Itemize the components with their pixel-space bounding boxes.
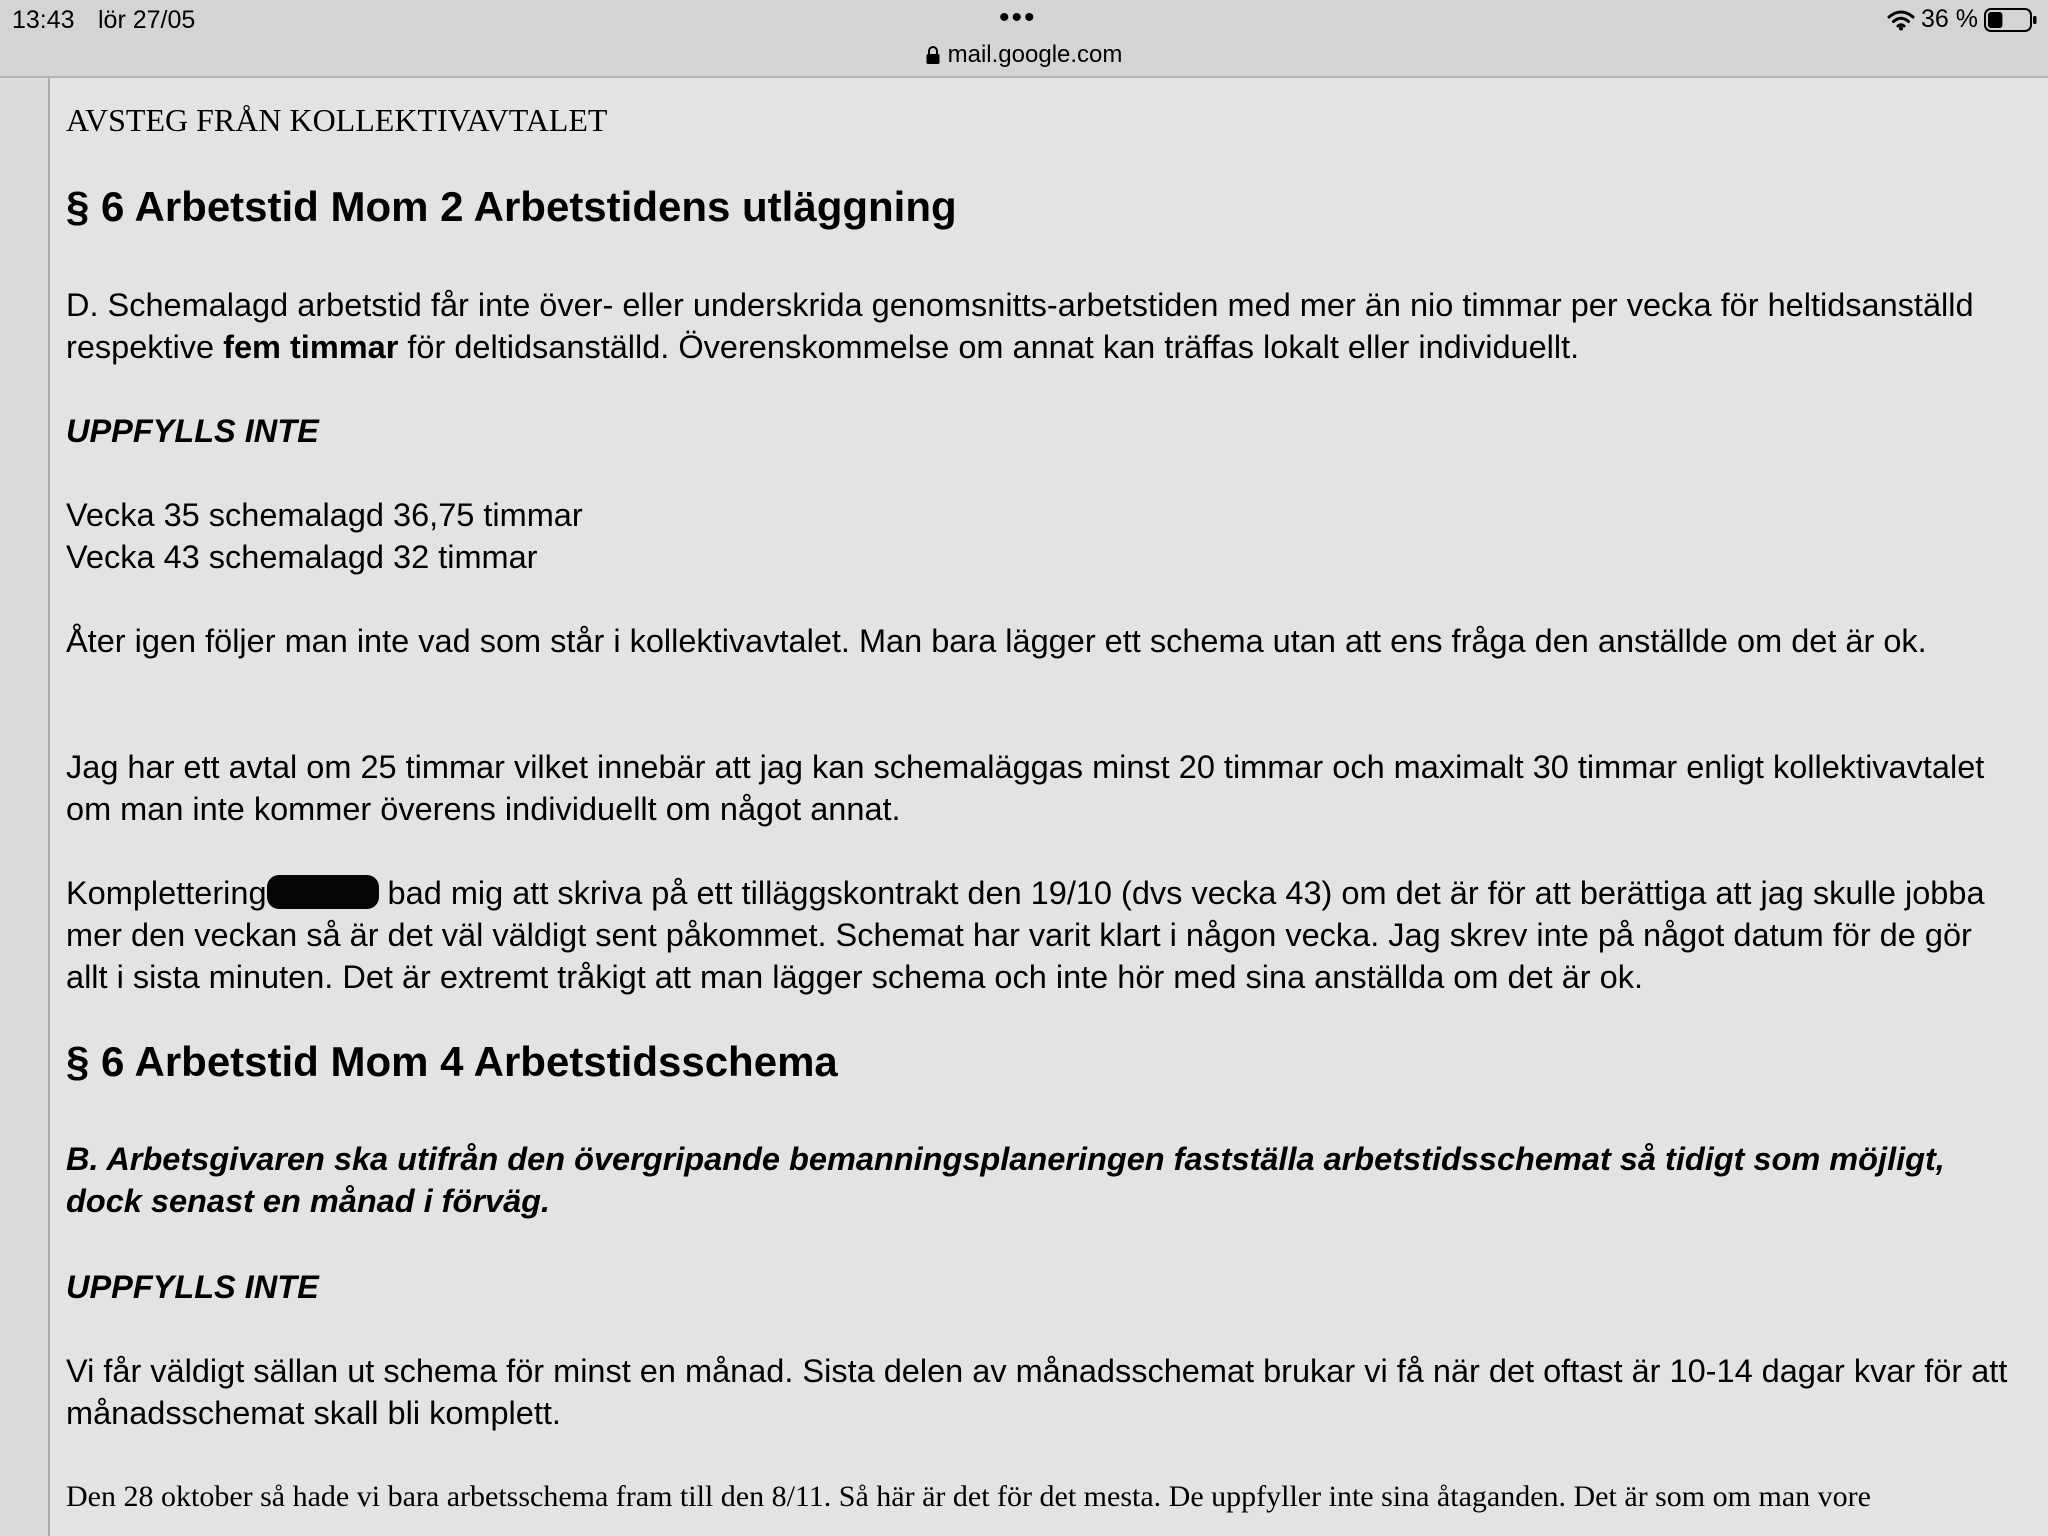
left-gutter (0, 78, 50, 1536)
rule-text-mom4: B. Arbetsgivaren ska utifrån den övergripande bemanningsplaneringen fastställa arbetstidsschemat så tidigt som möjligt, dock senast en månad i förväg. (66, 1141, 1945, 1219)
status-label-mom2: UPPFYLLS INTE (66, 413, 319, 449)
lock-icon (926, 46, 940, 64)
battery-icon (1984, 7, 2038, 33)
wifi-icon (1887, 9, 1915, 31)
paragraph-ater-igen: Åter igen följer man inte vad som står i kollektivavtalet. Man bara lägger ett schema utan att ens fråga den anställde om det är ok. (66, 623, 1927, 659)
paragraph-28-oktober: Den 28 oktober så hade vi bara arbetsschema fram till den 8/11. Så här är det för det mesta. De uppfyller inte sina åtaganden. Det är som om man vore (66, 1480, 1871, 1513)
rule-text-part: för deltidsanställd. Överenskommelse om annat kan träffas lokalt eller individuellt. (398, 329, 1580, 365)
status-time: 13:43 (12, 6, 75, 34)
section-heading-mom4: § 6 Arbetstid Mom 4 Arbetstidsschema (66, 1038, 838, 1085)
status-date: lör 27/05 (98, 6, 196, 34)
week-35-line: Vecka 35 schemalagd 36,75 timmar (66, 497, 583, 533)
email-body (66, 78, 2016, 1536)
multitask-dots-icon[interactable]: ••• (999, 1, 1037, 34)
komplettering-label: Komplettering (66, 875, 267, 911)
address-bar[interactable] (924, 40, 1124, 70)
section-heading-mom2: § 6 Arbetstid Mom 2 Arbetstidens utläggning (66, 183, 957, 230)
status-label-mom4: UPPFYLLS INTE (66, 1269, 319, 1305)
url-text: mail.google.com (947, 41, 1123, 68)
week-43-line: Vecka 43 schemalagd 32 timmar (66, 539, 538, 575)
rule-text-part: D. Schemalagd arbetstid får inte över- eller underskrida genomsnitts-arbetstiden med mer än nio timmar per vecka för heltidsanställd respektive (66, 287, 1974, 365)
rule-text-mom2 (66, 284, 2016, 368)
paragraph-avtal: Jag har ett avtal om 25 timmar vilket innebär att jag kan schemaläggas minst 20 timmar och maximalt 30 timmar enligt kollektivavtalet om man inte kommer överens individuellt om något annat. (66, 749, 1985, 827)
redaction-mark (267, 875, 379, 909)
paragraph-komplettering (66, 872, 2016, 998)
battery-percent: 36 % (1921, 5, 1978, 33)
paragraph-schema: Vi får väldigt sällan ut schema för minst en månad. Sista delen av månadsschemat brukar vi få när det oftast är 10-14 dagar kvar för att månadsschemat skall bli komplett. (66, 1353, 2008, 1431)
document-heading: AVSTEG FRÅN KOLLEKTIVAVTALET (66, 102, 608, 138)
status-indicators (1887, 5, 2038, 34)
rule-text-bold: fem timmar (223, 329, 399, 365)
komplettering-text: bad mig att skriva på ett tilläggskontrakt den 19/10 (dvs vecka 43) om det är för att berättiga att jag skulle jobba mer den veckan så är det väl väldigt sent påkommet. Schemat har varit klart i någon vecka. Jag skrev inte på något datum för de gör allt i sista minuten. Det är extremt tråkigt att man lägger schema och inte hör med sina anställda om det är ok. (66, 875, 1985, 995)
status-bar (0, 0, 2048, 78)
battery-level-fill (1988, 12, 2002, 28)
